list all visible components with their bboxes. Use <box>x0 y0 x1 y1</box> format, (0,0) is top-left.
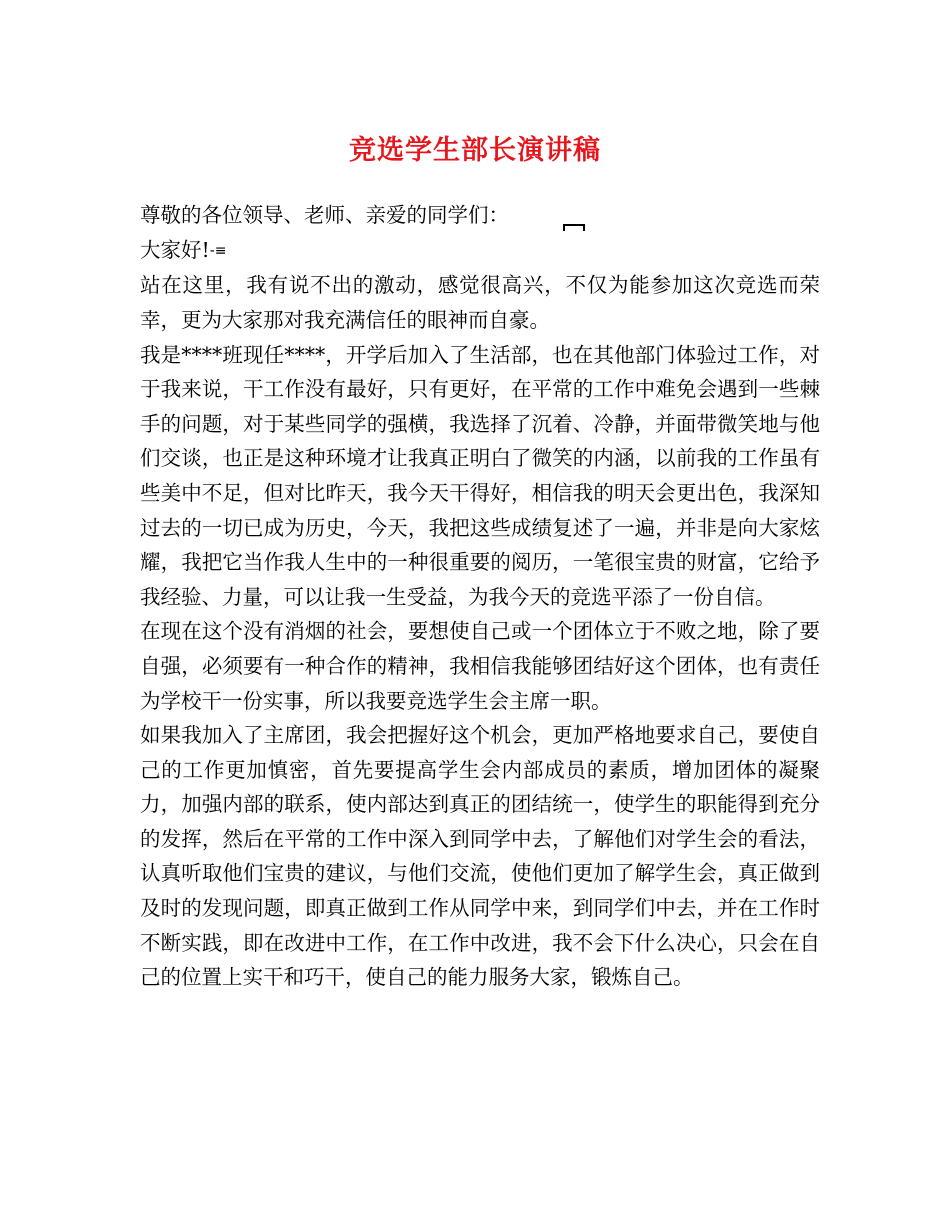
document-body <box>140 198 820 995</box>
document-title: 竞选学生部长演讲稿 <box>349 135 601 166</box>
greeting <box>140 233 820 269</box>
greeting-text: 大家好! <box>140 237 210 262</box>
salutation: 尊敬的各位领导、老师、亲爱的同学们： <box>140 203 509 227</box>
paragraph-plan: 如果我加入了主席团，我会把握好这个机会，更加严格地要求自己，要使自己的工作更加慎密，首先要提高学生会内部成员的素质，增加团体的凝聚力，加强内部的联系，使内部达到真正的团结统一，使学生的职能得到充分的发挥，然后在平常的工作中深入到同学中去，了解他们对学生会的看法，认真听取他们宝贵的建议，与他们交流，使他们更加了解学生会，真正做到及时的发现问题，即真正做到工作从同学中来，到同学们中去，并在工作时不断实践，即在改进中工作，在工作中改进，我不会下什么决心，只会在自己的位置上实干和巧干，使自己的能力服务大家，锻炼自己。 <box>140 723 820 990</box>
paragraph-teamwork: 在现在这个没有消烟的社会，要想使自己或一个团体立于不败之地，除了要自强，必须要有一种合作的精神，我相信我能够团结好这个团体，也有责任为学校干一份实事，所以我要竞选学生会主席一职。 <box>140 619 820 713</box>
paragraph-intro: 站在这里，我有说不出的激动，感觉很高兴，不仅为能参加这次竞选而荣幸，更为大家那对我充满信任的眼神而自豪。 <box>140 273 820 332</box>
paragraph-experience: 我是****班现任****，开学后加入了生活部，也在其他部门体验过工作，对于我来说，干工作没有最好，只有更好，在平常的工作中难免会遇到一些棘手的问题，对于某些同学的强横，我选择了沉着、冷静，并面带微笑地与他们交谈，也正是这种环境才让我真正明白了微笑的内涵，以前我的工作虽有些美中不足，但对比昨天，我今天干得好，相信我的明天会更出色，我深知过去的一切已成为历史，今天，我把这些成绩复述了一遍，并非是向大家炫耀，我把它当作我人生中的一种很重要的阅历，一笔很宝贵的财富，它给予我经验、力量，可以让我一生受益，为我今天的竞选平添了一份自信。 <box>140 342 820 609</box>
greeting-mark: -≡ <box>209 242 227 259</box>
